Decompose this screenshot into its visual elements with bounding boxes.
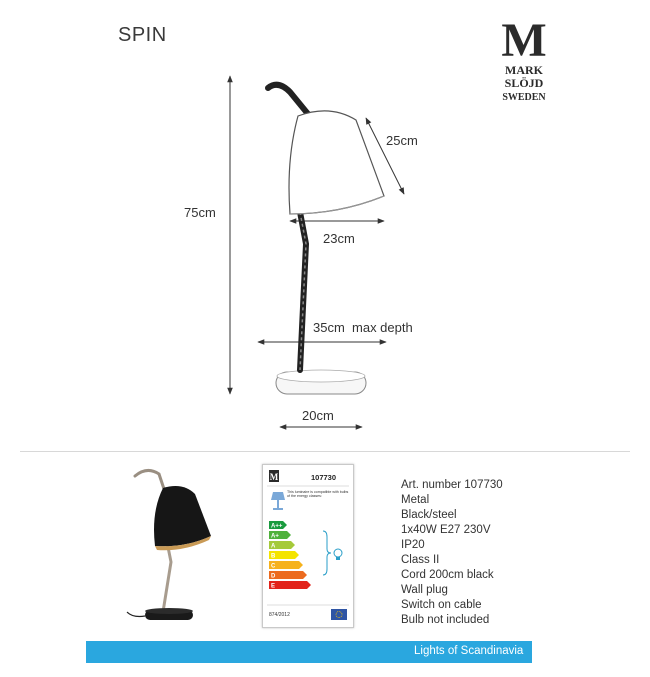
height-label: 75cm [184, 205, 216, 220]
energy-label-article: 107730 [311, 473, 337, 482]
section-divider [20, 451, 630, 452]
energy-class-label: C [271, 563, 276, 570]
base-label: 20cm [302, 408, 334, 423]
logo-line-2: SLÖJD [504, 76, 544, 90]
energy-class-label: A [271, 543, 276, 550]
spec-item: Art. number 107730 [401, 479, 503, 491]
footer-tagline: Lights of Scandinavia [414, 645, 524, 657]
spec-list [401, 478, 503, 628]
spec-item: Class II [401, 554, 440, 566]
lamp-icon [271, 492, 285, 510]
energy-class-bar [269, 581, 311, 590]
spec-item: 1x40W E27 230V [401, 524, 491, 536]
shade-length-label: 25cm [386, 133, 418, 148]
energy-class-label: A+ [271, 533, 279, 540]
energy-class-scale [269, 521, 311, 590]
energy-label-regulation: 874/2012 [269, 612, 290, 618]
energy-class-bar [269, 551, 299, 560]
energy-class-label: A++ [271, 523, 283, 530]
max-depth-label: 35cm max depth [313, 320, 413, 335]
energy-class-label: D [271, 573, 276, 580]
shade-width-label: 23cm [323, 231, 355, 246]
logo-line-3: SWEDEN [502, 92, 546, 103]
energy-label-text: This luminaire is compatible with bulbs of the energy classes: [287, 490, 349, 499]
energy-class-bar [269, 521, 287, 530]
spec-item: Cord 200cm black [401, 569, 494, 581]
energy-label [262, 464, 354, 628]
spec-item: Switch on cable [401, 599, 482, 611]
spec-item: Wall plug [401, 584, 448, 596]
svg-text:M: M [269, 472, 279, 482]
bulb-icon [334, 549, 342, 560]
logo-line-1: MARK [505, 63, 543, 77]
energy-label-graphic [263, 465, 353, 627]
energy-class-bar [269, 571, 307, 580]
lamp-base-illustration [276, 370, 366, 394]
energy-class-bar [269, 541, 295, 550]
spec-item: Black/steel [401, 509, 457, 521]
energy-class-bar [269, 531, 291, 540]
footer-banner [86, 641, 532, 663]
product-title: SPIN [118, 24, 167, 46]
energy-class-label: E [271, 583, 276, 590]
energy-class-label: B [271, 553, 276, 560]
spec-item: IP20 [401, 539, 425, 551]
eu-flag-icon [331, 609, 347, 620]
energy-class-bar [269, 561, 303, 570]
lamp-photo [125, 462, 215, 627]
spec-item: Metal [401, 494, 430, 506]
spec-item: Bulb not included [401, 614, 490, 626]
logo-initial: M [501, 14, 547, 67]
